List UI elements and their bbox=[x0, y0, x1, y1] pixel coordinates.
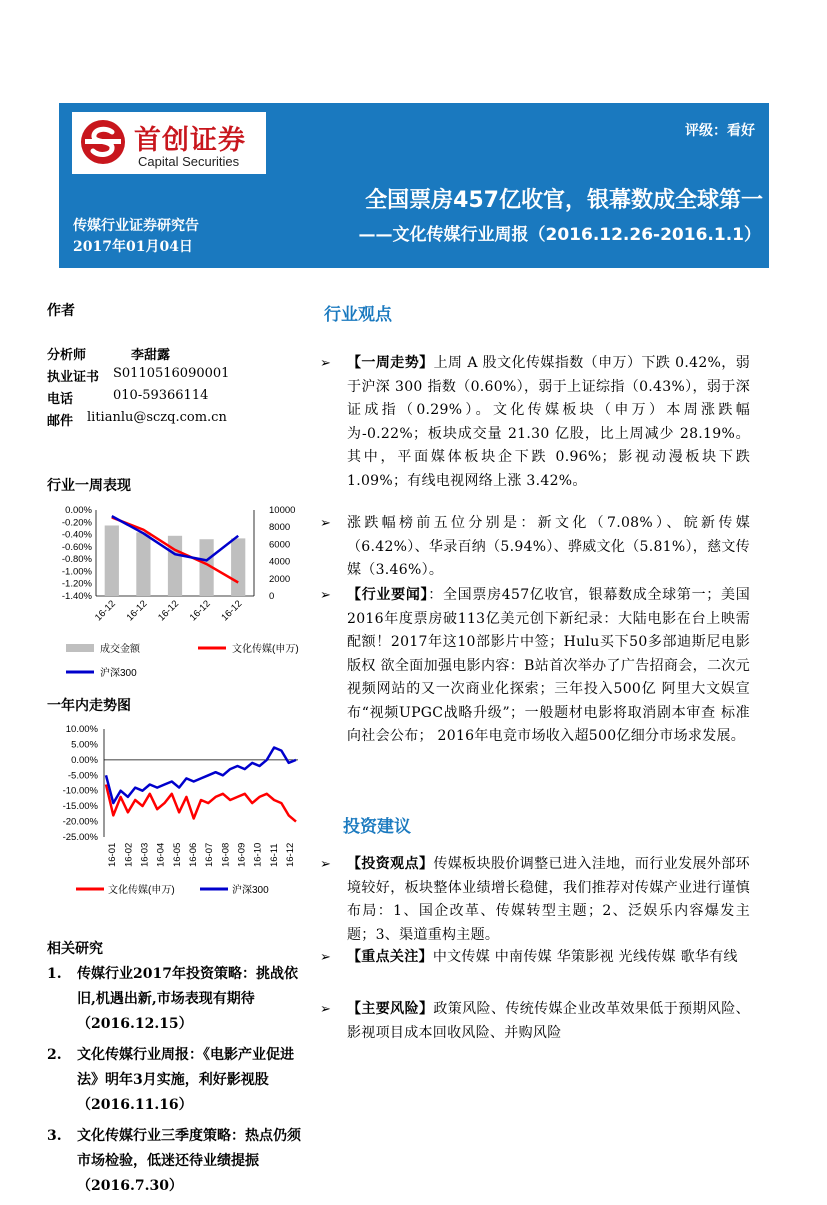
right-axis-tick-label: 0 bbox=[269, 591, 275, 602]
x-axis-tick-label: 16-12 bbox=[187, 598, 213, 624]
y-axis-tick-label: 10.00% bbox=[65, 724, 98, 735]
y-axis-tick-label: -25.00% bbox=[62, 832, 98, 843]
x-axis-tick-label: 16-12 bbox=[124, 598, 150, 624]
bullet-arrow-icon: ➢ bbox=[320, 516, 332, 531]
phone-row bbox=[47, 388, 209, 407]
right-axis-tick-label: 6000 bbox=[269, 539, 291, 551]
cert-label: 执业证书 bbox=[47, 370, 100, 385]
bullet-arrow-icon: ➢ bbox=[320, 950, 332, 965]
legend-label: 文化传媒(申万) bbox=[232, 644, 299, 655]
x-axis-tick-label: 16-11 bbox=[268, 843, 280, 867]
weekly-trend-paragraph bbox=[320, 352, 750, 493]
y-axis-tick-label: -20.00% bbox=[62, 816, 98, 828]
bullet-arrow-icon: ➢ bbox=[320, 588, 332, 603]
left-axis-tick-label: -0.40% bbox=[61, 529, 92, 541]
related-research bbox=[47, 938, 309, 1205]
author-heading: 作者 bbox=[47, 303, 75, 319]
x-axis-tick-label: 16-06 bbox=[187, 842, 199, 867]
x-axis-tick-label: 16-03 bbox=[139, 842, 151, 867]
industry-news-paragraph bbox=[320, 584, 750, 749]
email-address[interactable]: litianlu@sczq.com.cn bbox=[87, 410, 227, 425]
focus-stocks-paragraph bbox=[320, 946, 750, 970]
right-axis-tick-label: 10000 bbox=[269, 505, 296, 516]
company-logo bbox=[72, 112, 266, 174]
industry-view-heading: 行业观点 bbox=[324, 305, 392, 325]
related-item[interactable] bbox=[47, 962, 309, 1037]
x-axis-tick-label: 16-02 bbox=[123, 842, 135, 867]
legend-swatch bbox=[66, 644, 94, 652]
industry-news-tag: 【行业要闻】 bbox=[347, 587, 429, 603]
x-axis-tick-label: 16-12 bbox=[284, 842, 296, 867]
report-title: 全国票房457亿收官，银幕数成全球第一 bbox=[365, 188, 763, 213]
industry-news-text: ：全国票房457亿收官，银幕数成全球第一；美国2016年度票房破113亿美元创下新纪录：大陆电影在台上映需配额！2017年这10部影片中签；Hulu买下50多部迪斯尼电影版权 欲全面加强电影内容：B站首次举办了广告招商会，二次元视频网站的又一次商业化探索；三年投入500亿 阿里大文娱宣布“视频UPGC战略升级”；一般题材电影将取消剧本审查 标准向社会公布； 2016年电竞市场收入超500亿细分市场求发展。 bbox=[347, 587, 750, 744]
risks-tag: 【主要风险】 bbox=[347, 1001, 434, 1017]
x-axis-tick-label: 16-12 bbox=[92, 598, 118, 624]
investment-view-paragraph bbox=[320, 853, 750, 947]
related-item-text: 文化传媒行业三季度策略：热点仍须市场检验，低迷还待业绩提振（2016.7.30） bbox=[77, 1128, 301, 1194]
related-item[interactable] bbox=[47, 1043, 309, 1118]
related-item-number: 3. bbox=[47, 1128, 62, 1144]
header-banner bbox=[59, 103, 769, 268]
top-gainers-text: 涨跌幅榜前五位分别是：新文化（7.08%）、皖新传媒（6.42%）、华录百纳（5.94%）、骅威文化（5.81%），慈文传媒（3.46%）。 bbox=[347, 515, 750, 578]
y-axis-tick-label: -15.00% bbox=[62, 801, 98, 813]
risks-text: 政策风险、传统传媒企业改革效果低于预期风险、影视项目成本回收风险、并购风险 bbox=[347, 1001, 750, 1041]
yearly-trend-chart bbox=[40, 720, 310, 905]
x-axis-tick-label: 16-10 bbox=[252, 842, 264, 867]
legend-label: 沪深300 bbox=[232, 885, 269, 896]
left-axis-tick-label: -1.40% bbox=[61, 591, 92, 602]
x-axis-tick-label: 16-09 bbox=[236, 842, 248, 867]
report-subtitle: ——文化传媒行业周报（2016.12.26-2016.1.1） bbox=[358, 225, 761, 245]
bullet-arrow-icon: ➢ bbox=[320, 857, 332, 872]
report-type: 传媒行业证券研究告 bbox=[73, 218, 199, 234]
x-axis-tick-label: 16-05 bbox=[171, 842, 183, 867]
cert-row bbox=[47, 366, 230, 385]
phone-label: 电话 bbox=[47, 392, 74, 407]
volume-bar bbox=[136, 532, 150, 596]
focus-stocks-tag: 【重点关注】 bbox=[347, 949, 433, 965]
y-axis-tick-label: 5.00% bbox=[71, 739, 98, 751]
volume-bar bbox=[105, 525, 119, 596]
cert-number: S0110516090001 bbox=[113, 366, 230, 381]
investment-heading: 投资建议 bbox=[343, 817, 411, 837]
y-axis-tick-label: -10.00% bbox=[62, 785, 98, 797]
related-heading: 相关研究 bbox=[47, 941, 103, 957]
logo-emblem-icon bbox=[80, 119, 126, 165]
analyst-name: 李甜露 bbox=[131, 348, 171, 363]
related-item-number: 1. bbox=[47, 966, 62, 982]
y-axis-tick-label: 0.00% bbox=[71, 754, 98, 766]
investment-view-tag: 【投资观点】 bbox=[347, 856, 434, 872]
related-item-number: 2. bbox=[47, 1047, 62, 1063]
x-axis-tick-label: 16-04 bbox=[155, 842, 167, 867]
logo-english-name: Capital Securities bbox=[138, 154, 240, 169]
right-axis-tick-label: 8000 bbox=[269, 522, 291, 534]
weekly-performance-chart bbox=[40, 500, 310, 680]
x-axis-tick-label: 16-08 bbox=[220, 842, 232, 867]
volume-bar bbox=[231, 538, 245, 596]
related-item-text: 传媒行业2017年投资策略：挑战依旧,机遇出新,市场表现有期待（2016.12.15） bbox=[77, 966, 298, 1032]
left-axis-tick-label: 0.00% bbox=[65, 505, 92, 516]
bullet-arrow-icon: ➢ bbox=[320, 1002, 332, 1017]
risks-paragraph bbox=[320, 998, 750, 1045]
left-axis-tick-label: -1.00% bbox=[61, 566, 92, 578]
rating-label: 评级：看好 bbox=[685, 123, 755, 139]
left-axis-tick-label: -0.60% bbox=[61, 541, 92, 553]
report-date: 2017年01月04日 bbox=[73, 239, 193, 255]
weekly-chart-heading: 行业一周表现 bbox=[47, 478, 131, 494]
legend-label: 文化传媒(申万) bbox=[108, 885, 175, 896]
right-axis-tick-label: 4000 bbox=[269, 556, 291, 568]
email-label: 邮件 bbox=[47, 414, 74, 429]
phone-number: 010-59366114 bbox=[113, 388, 209, 403]
y-axis-tick-label: -5.00% bbox=[67, 770, 98, 782]
legend-label: 沪深300 bbox=[100, 668, 137, 679]
related-item[interactable] bbox=[47, 1124, 309, 1199]
email-row bbox=[47, 410, 227, 429]
right-axis-tick-label: 2000 bbox=[269, 573, 291, 585]
analyst-row bbox=[47, 344, 171, 363]
logo-chinese-name: 首创证券 bbox=[134, 125, 246, 156]
focus-stocks-text: 中文传媒 中南传媒 华策影视 光线传媒 歌华有线 bbox=[432, 949, 738, 965]
x-axis-tick-label: 16-12 bbox=[219, 598, 245, 624]
yearly-chart-heading: 一年内走势图 bbox=[47, 698, 131, 714]
x-axis-tick-label: 16-07 bbox=[204, 842, 216, 867]
left-axis-tick-label: -0.80% bbox=[61, 554, 92, 566]
legend-label: 成交金额 bbox=[100, 644, 140, 655]
left-axis-tick-label: -1.20% bbox=[61, 578, 92, 590]
related-item-text: 文化传媒行业周报：《电影产业促进法》明年3月实施，利好影视股（2016.11.16） bbox=[77, 1047, 294, 1113]
top-gainers-paragraph bbox=[320, 512, 750, 583]
x-axis-tick-label: 16-01 bbox=[107, 842, 119, 867]
analyst-label: 分析师 bbox=[47, 348, 87, 363]
investment-view-text: 传媒板块股价调整已进入洼地，而行业发展外部环境较好，板块整体业绩增长稳健，我们推荐对传媒产业进行谨慎布局：1、国企改革、传媒转型主题；2、泛娱乐内容爆发主题；3、渠道重构主题。 bbox=[347, 856, 750, 943]
volume-bar bbox=[168, 536, 182, 596]
left-axis-tick-label: -0.20% bbox=[61, 517, 92, 529]
weekly-trend-text: 上周 A 股文化传媒指数（申万）下跌 0.42%，弱于沪深 300 指数（0.60%），弱于上证综指（0.43%），弱于深证成指（0.29%）。文化传媒板块（申万）本周涨跌幅为-0.22%；板块成交量 21.30 亿股，比上周减少 28.19%。其中，平面媒体板块企下跌 0.96%；影视动漫板块下跌 1.09%；有线电视网络上涨 3.42%。 bbox=[347, 355, 750, 489]
x-axis-tick-label: 16-12 bbox=[156, 598, 182, 624]
weekly-trend-tag: 【一周走势】 bbox=[347, 355, 434, 371]
bullet-arrow-icon: ➢ bbox=[320, 356, 332, 371]
